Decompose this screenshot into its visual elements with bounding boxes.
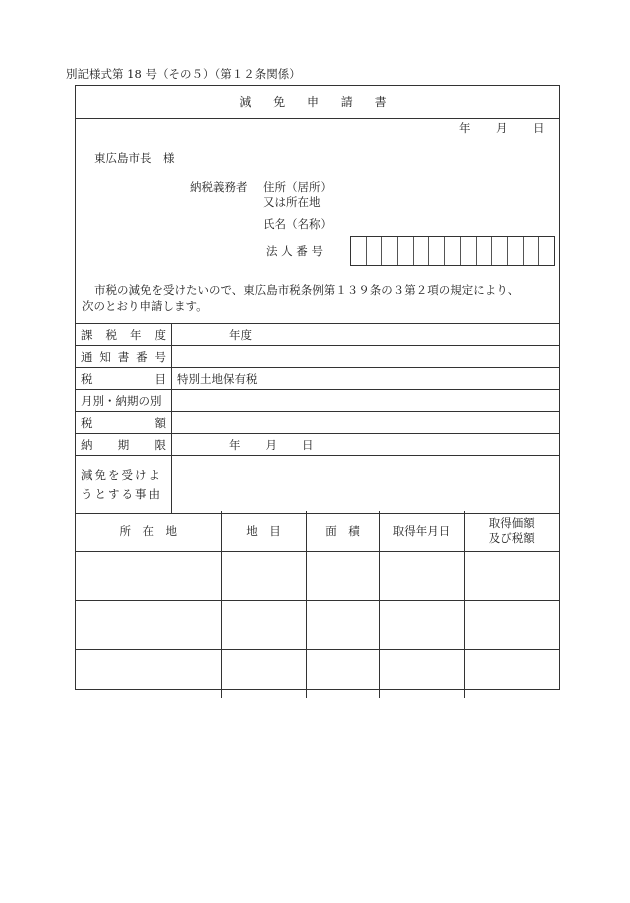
digit-box (524, 237, 540, 265)
property-row (76, 552, 559, 601)
tax-year-field[interactable]: 年度 (229, 327, 252, 342)
location-cell[interactable] (76, 601, 221, 650)
address-label-alt: 又は所在地 (263, 195, 321, 209)
statement-line-1: 市税の減免を受けたいので、東広島市税条例第１３９条の３第２項の規定により、 (94, 283, 520, 297)
property-row (76, 650, 559, 699)
land-category-header: 地 目 (221, 511, 306, 552)
digit-box (508, 237, 524, 265)
deadline-year: 年 (229, 437, 241, 452)
digit-box (492, 237, 508, 265)
notice-number-row (76, 346, 559, 368)
notice-number-label: 通 知 書 番 号 (76, 346, 172, 367)
location-header: 所 在 地 (76, 511, 221, 552)
digit-box (461, 237, 477, 265)
digit-box (477, 237, 493, 265)
form-caption: 別記様式第 18 号（その５）（第１２条関係） (66, 67, 301, 81)
tax-item-field[interactable]: 特別土地保有税 (177, 371, 258, 386)
digit-box (539, 237, 554, 265)
reason-field[interactable] (172, 456, 559, 513)
price-tax-cell[interactable] (464, 650, 559, 699)
taxpayer-label: 納税義務者 (190, 180, 248, 194)
property-header-row (76, 511, 559, 552)
acquisition-date-cell[interactable] (379, 601, 464, 650)
acquisition-date-header: 取得年月日 (379, 511, 464, 552)
property-table (76, 511, 559, 698)
land-category-cell[interactable] (221, 601, 306, 650)
digit-box (414, 237, 430, 265)
location-cell[interactable] (76, 552, 221, 601)
property-row (76, 601, 559, 650)
land-category-cell[interactable] (221, 552, 306, 601)
reason-label: 減免を受けよ うとする事由 (76, 456, 172, 513)
tax-item-row (76, 368, 559, 390)
corp-number-boxes[interactable] (350, 236, 555, 266)
date-day-label: 日 (533, 121, 545, 135)
deadline-field[interactable] (172, 434, 559, 455)
acquisition-date-cell[interactable] (379, 552, 464, 601)
area-cell[interactable] (306, 552, 379, 601)
tax-amount-field[interactable] (172, 412, 559, 433)
digit-box (351, 237, 367, 265)
corp-number-label: 法 人 番 号 (266, 244, 323, 258)
tax-amount-row (76, 412, 559, 434)
tax-amount-label: 税 額 (76, 412, 172, 433)
notice-number-field[interactable] (172, 346, 559, 367)
tax-year-label: 課 税 年 度 (76, 324, 172, 345)
area-cell[interactable] (306, 601, 379, 650)
details-table (76, 323, 559, 514)
area-header: 面 積 (306, 511, 379, 552)
period-row (76, 390, 559, 412)
tax-item-label: 税 目 (76, 368, 172, 389)
deadline-day: 日 (302, 437, 314, 452)
acquisition-date-cell[interactable] (379, 650, 464, 699)
digit-box (382, 237, 398, 265)
price-tax-cell[interactable] (464, 601, 559, 650)
deadline-month: 月 (265, 437, 277, 452)
digit-box (398, 237, 414, 265)
price-tax-header: 取得価額 及び税額 (464, 511, 559, 552)
digit-box (429, 237, 445, 265)
reduction-application-form (75, 85, 560, 690)
tax-year-row (76, 324, 559, 346)
date-month-label: 月 (496, 121, 508, 135)
deadline-label: 納 期 限 (76, 434, 172, 455)
form-title: 減 免 申 請 書 (76, 86, 559, 119)
location-cell[interactable] (76, 650, 221, 699)
period-field[interactable] (172, 390, 559, 411)
price-tax-cell[interactable] (464, 552, 559, 601)
land-category-cell[interactable] (221, 650, 306, 699)
period-label: 月別・納期の別 (76, 390, 172, 411)
date-year-label: 年 (459, 121, 471, 135)
name-label: 氏名（名称） (263, 217, 332, 231)
addressee: 東広島市長 様 (94, 151, 175, 165)
deadline-row (76, 434, 559, 456)
area-cell[interactable] (306, 650, 379, 699)
digit-box (445, 237, 461, 265)
statement-line-2: 次のとおり申請します。 (82, 299, 208, 313)
address-label: 住所（居所） (263, 180, 332, 194)
reason-row (76, 456, 559, 514)
digit-box (367, 237, 383, 265)
